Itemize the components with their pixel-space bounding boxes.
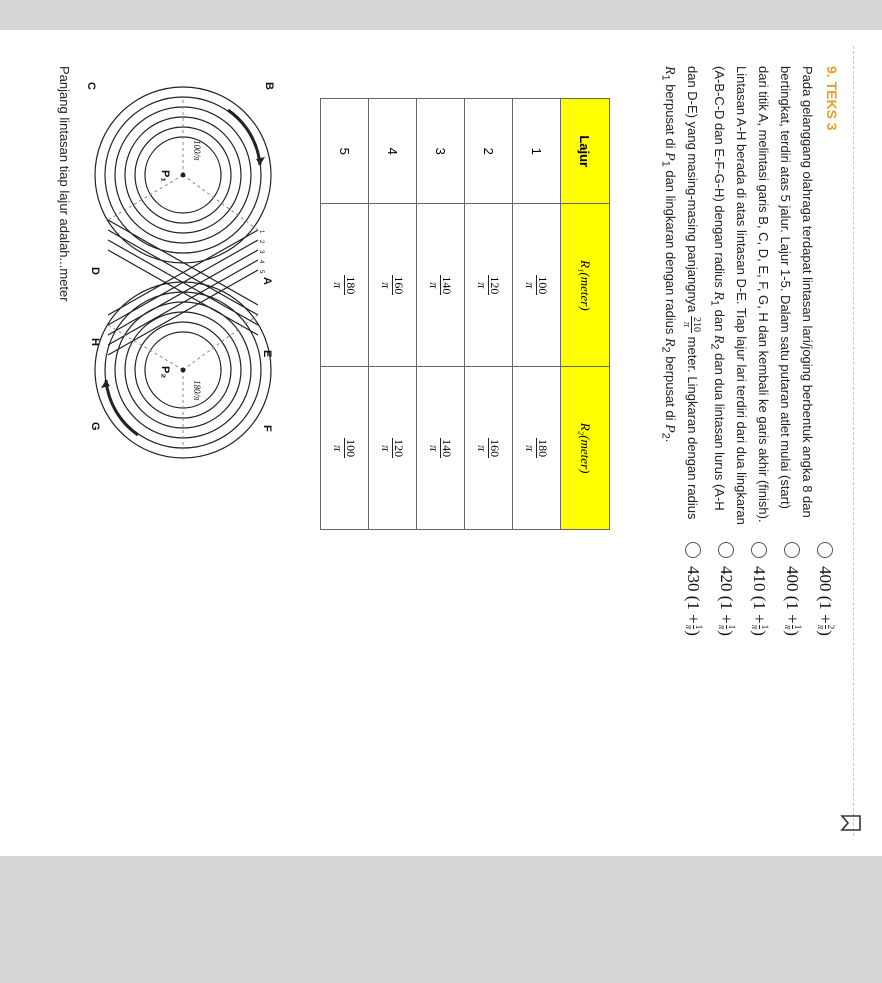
cell-lajur: 5 (321, 99, 369, 204)
radio-button-icon[interactable] (752, 542, 768, 558)
label-h: H (89, 338, 101, 346)
question-card (0, 30, 882, 856)
cell-lajur: 4 (369, 99, 417, 204)
radius-label-right: 180/π (192, 380, 202, 401)
label-f: F (261, 425, 273, 432)
bookmark-icon[interactable] (840, 814, 862, 832)
question-title: 9. TEKS 3 (824, 66, 840, 131)
table-row (513, 99, 561, 530)
cell-lajur: 3 (417, 99, 465, 204)
option-fraction: 1 π (750, 624, 770, 630)
lane-number: 1 (258, 230, 264, 234)
radio-button-icon[interactable] (686, 542, 702, 558)
table-row (369, 99, 417, 530)
label-b: B (263, 82, 275, 90)
label-p1: P₁ (159, 170, 171, 182)
answer-option[interactable]: 400 (1 + 1 π ) (776, 542, 809, 636)
question-paragraph: Pada gelanggang olahraga terdapat lintasan lari/joging berbentuk angka 8 dan bertingkat, terdiri atas 5 jalur. Lajur 1-5. Dalam satu putaran atlet mulai (start) dari titik A, melintasi garis B, C, D, E, F, G, H dan kembali ke garis akhir (finish). Lintasan A-H berada di atas lintasan D-E. Tiap lajur lari terdiri dari dua lingkaran (A-B-C-D dan E-F-G-H) dengan radius $R_1$ dan $R_2$ dan dua lintasan lurus (A-H dan D-E) yang masing-masing panjangnya 210 π meter. Lingkaran dengan radius $R_1$ berpusat di $P_1$ dan lingkaran dengan radius $R_2$ berpusat di $P_2$. (659, 66, 815, 525)
answer-options (677, 542, 842, 636)
radio-button-icon[interactable] (785, 542, 801, 558)
table-row (465, 99, 513, 530)
header-r2: R₂(meter) (561, 367, 610, 530)
paragraph-text: meter. Lingkaran dengan radius (685, 336, 701, 520)
table-row (321, 99, 369, 530)
table-row (417, 99, 465, 530)
lane-number: 4 (258, 260, 264, 264)
option-fraction: 1 π (783, 624, 803, 630)
header-r1: R₁(meter) (561, 204, 610, 367)
paragraph-text: dan dua lintasan lurus (A-H dan D-E) yang masing-masing panjangnya (685, 66, 727, 511)
var-r1: R (711, 291, 726, 300)
option-fraction: 1 π (717, 624, 737, 630)
rotated-content (0, 30, 882, 856)
cell-r1: 180 π (321, 204, 369, 367)
figure-eight-track-diagram (78, 70, 288, 490)
lane-table (320, 98, 610, 530)
cell-lajur: 2 (465, 99, 513, 204)
paragraph-text: Pada gelanggang olahraga terdapat lintasan lari/joging berbentuk angka 8 dan bertingkat, terdiri atas 5 jalur. Lajur 1-5. Dalam satu putaran atlet mulai (start) dari titik A, melintasi garis B, C, D, E, F, G, H dan kembali ke garis akhir (finish). Lintasan A-H berada di atas lintasan D-E. Tiap lajur lari terdiri dari dua lingkaran (A-B-C-D dan E-F-G-H) dengan radius (712, 66, 815, 525)
paragraph-text: dan (712, 306, 727, 335)
cell-r2: 180 π (513, 367, 561, 530)
cell-r1: 120 π (465, 204, 513, 367)
radius-label-left: 100/π (192, 140, 202, 161)
cell-r1: 100 π (513, 204, 561, 367)
cell-r2: 140 π (417, 367, 465, 530)
label-a: A (261, 277, 273, 285)
cell-r2: 160 π (465, 367, 513, 530)
var-r1-sub: 1 (708, 299, 721, 306)
cell-r2: 120 π (369, 367, 417, 530)
label-c: C (85, 82, 97, 90)
cell-lajur: 1 (513, 99, 561, 204)
lane-number: 5 (258, 270, 264, 274)
length-fraction: 210 π (681, 317, 703, 333)
answer-option[interactable]: 430 (1 + 1 π ) (677, 542, 710, 636)
header-lajur: Lajur (561, 99, 610, 204)
table-header-row (561, 99, 610, 530)
var-r2: R (711, 334, 726, 344)
dashed-divider (853, 46, 854, 836)
lane-number: 2 (258, 240, 264, 244)
lane-number: 3 (258, 250, 264, 254)
label-d: D (89, 267, 101, 275)
var-r2-sub: 2 (708, 343, 721, 350)
answer-option[interactable]: 410 (1 + 1 π ) (743, 542, 776, 636)
label-e: E (261, 350, 273, 358)
answer-option[interactable]: 400 (1 + 2 π ) (809, 542, 842, 636)
label-g: G (89, 422, 101, 431)
cell-r1: 140 π (417, 204, 465, 367)
label-p2: P₂ (159, 366, 171, 379)
radio-button-icon[interactable] (818, 542, 834, 558)
cell-r2: 100 π (321, 367, 369, 530)
cell-r1: 160 π (369, 204, 417, 367)
option-fraction: 2 π (816, 624, 836, 630)
option-fraction: 1 π (684, 624, 704, 630)
question-prompt: Panjang lintasan tiap lajur adalah...meter (57, 66, 72, 302)
answer-option[interactable]: 420 (1 + 1 π ) (710, 542, 743, 636)
radio-button-icon[interactable] (719, 542, 735, 558)
